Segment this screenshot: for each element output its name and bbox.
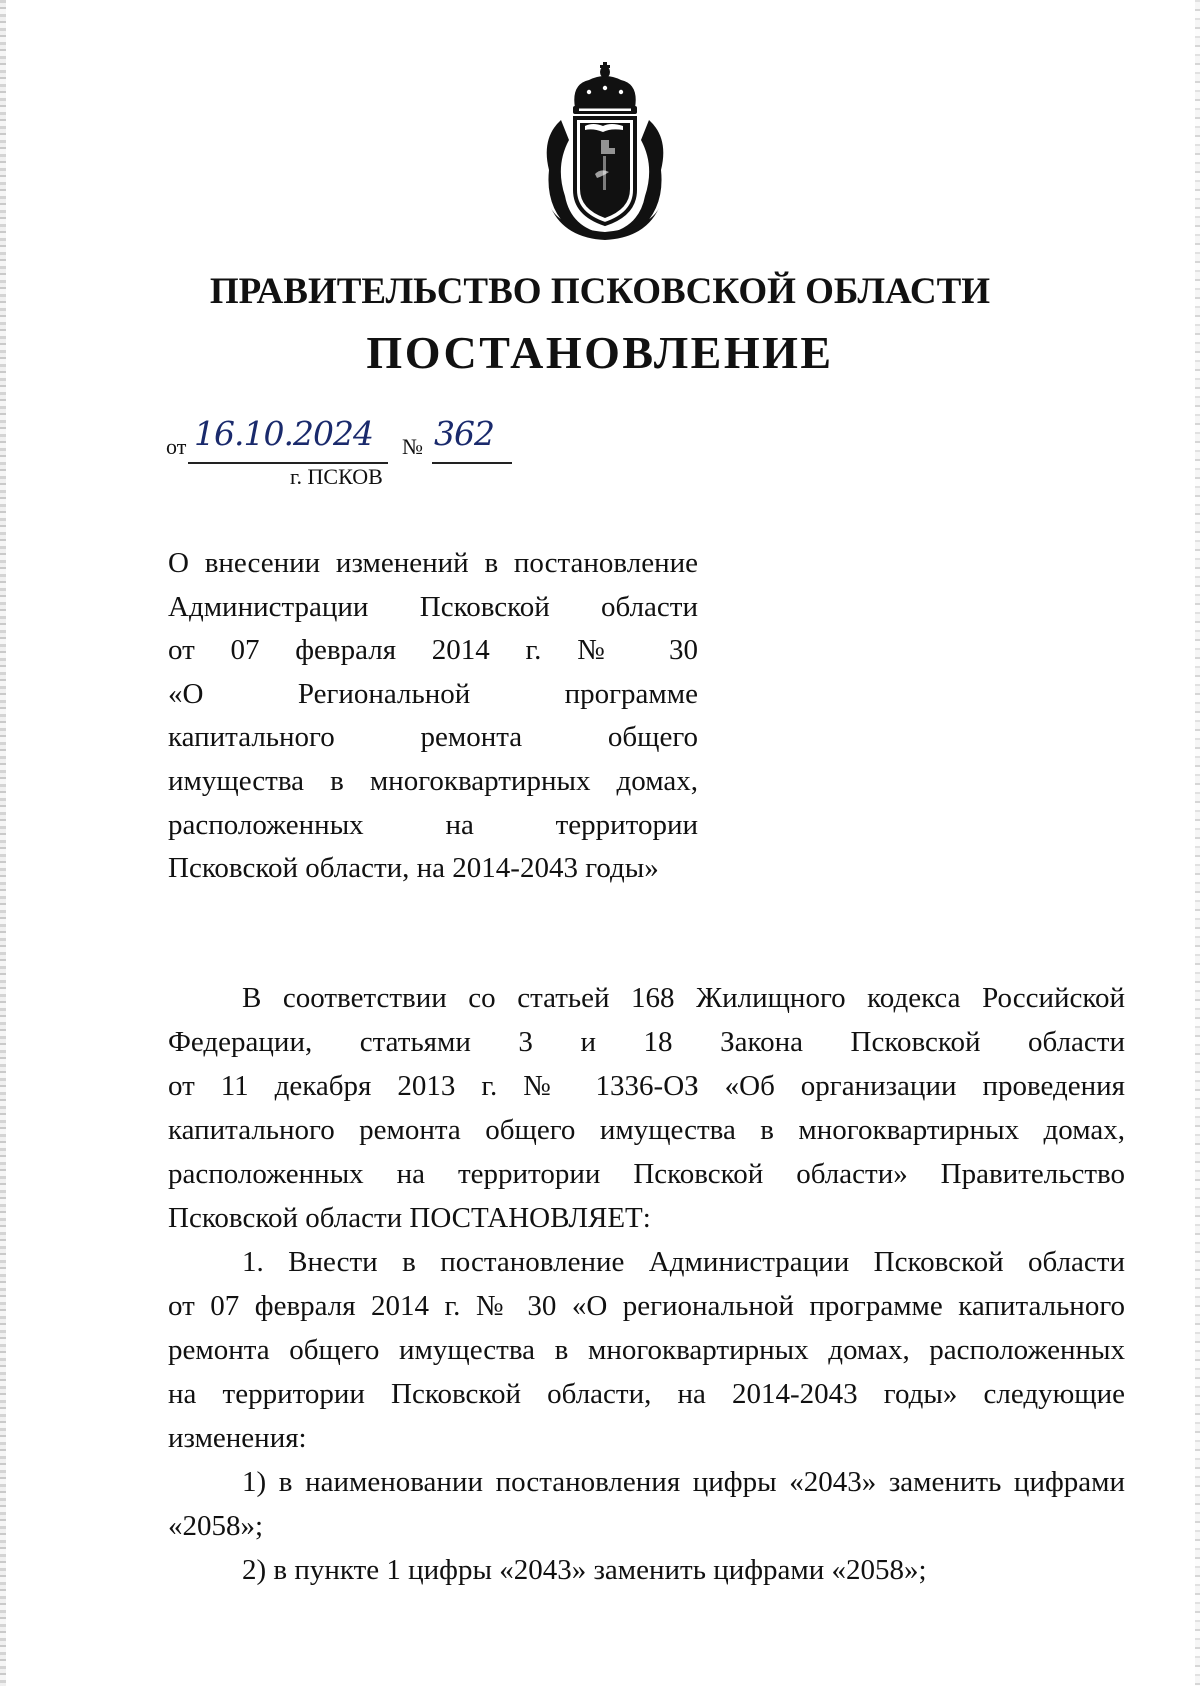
body-line: Псковской области ПОСТАНОВЛЯЕТ: — [168, 1202, 651, 1234]
body-line: 1. Внести в постановление Администрации Псковской области — [242, 1246, 1125, 1278]
body-line: 2) в пункте 1 цифры «2043» заменить цифрами «2058»; — [242, 1554, 927, 1586]
subitem-2-paragraph — [168, 1548, 1125, 1592]
title-line: расположенных на территории — [168, 808, 698, 841]
number-label: № — [402, 434, 423, 459]
body-line: капитального ремонта общего имущества в многоквартирных домах, — [168, 1114, 1125, 1146]
pskov-coat-of-arms-icon — [531, 58, 679, 242]
scan-edge-left — [0, 0, 6, 1686]
body-line: на территории Псковской области, на 2014-2043 годы» следующие — [168, 1378, 1125, 1410]
body-line: Федерации, статьями 3 и 18 Закона Псковской области — [168, 1026, 1125, 1058]
document-title — [168, 542, 698, 891]
body-line: В соответствии со статьей 168 Жилищного кодекса Российской — [242, 982, 1125, 1014]
title-line: Псковской области, на 2014-2043 годы» — [168, 852, 659, 885]
number-handwritten: 362 — [434, 414, 494, 453]
government-name: ПРАВИТЕЛЬСТВО ПСКОВСКОЙ ОБЛАСТИ — [209, 271, 991, 312]
title-line: «О Региональной программе — [168, 677, 698, 710]
dateline — [166, 414, 546, 460]
preamble-paragraph — [168, 976, 1125, 1240]
document-type: ПОСТАНОВЛЕНИЕ — [366, 327, 834, 378]
title-line: имущества в многоквартирных домах, — [168, 764, 698, 797]
body-line: 1) в наименовании постановления цифры «2043» заменить цифрами — [242, 1466, 1125, 1498]
body-line: ремонта общего имущества в многоквартирных домах, расположенных — [168, 1334, 1125, 1366]
body-line: расположенных на территории Псковской области» Правительство — [168, 1158, 1125, 1190]
body-line: изменения: — [168, 1422, 307, 1454]
body-line: от 07 февраля 2014 г. № 30 «О региональной программе капитального — [168, 1290, 1125, 1322]
from-label: от — [166, 434, 187, 459]
body-line: от 11 декабря 2013 г. № 1336-ОЗ «Об организации проведения — [168, 1070, 1125, 1102]
title-line: от 07 февраля 2014 г. № 30 — [168, 634, 698, 667]
item-1-paragraph — [168, 1240, 1125, 1460]
title-line: капитального ремонта общего — [168, 721, 698, 754]
city-label: г. ПСКОВ — [290, 464, 383, 489]
date-handwritten: 16.10.2024 — [194, 414, 373, 453]
subitem-1-paragraph — [168, 1460, 1125, 1548]
number-underline — [432, 462, 512, 464]
scan-edge-right — [1195, 0, 1200, 1686]
body-line: «2058»; — [168, 1510, 264, 1542]
document-body — [168, 976, 1125, 1592]
title-line: Администрации Псковской области — [168, 590, 698, 623]
title-line: О внесении изменений в постановление — [168, 547, 698, 579]
